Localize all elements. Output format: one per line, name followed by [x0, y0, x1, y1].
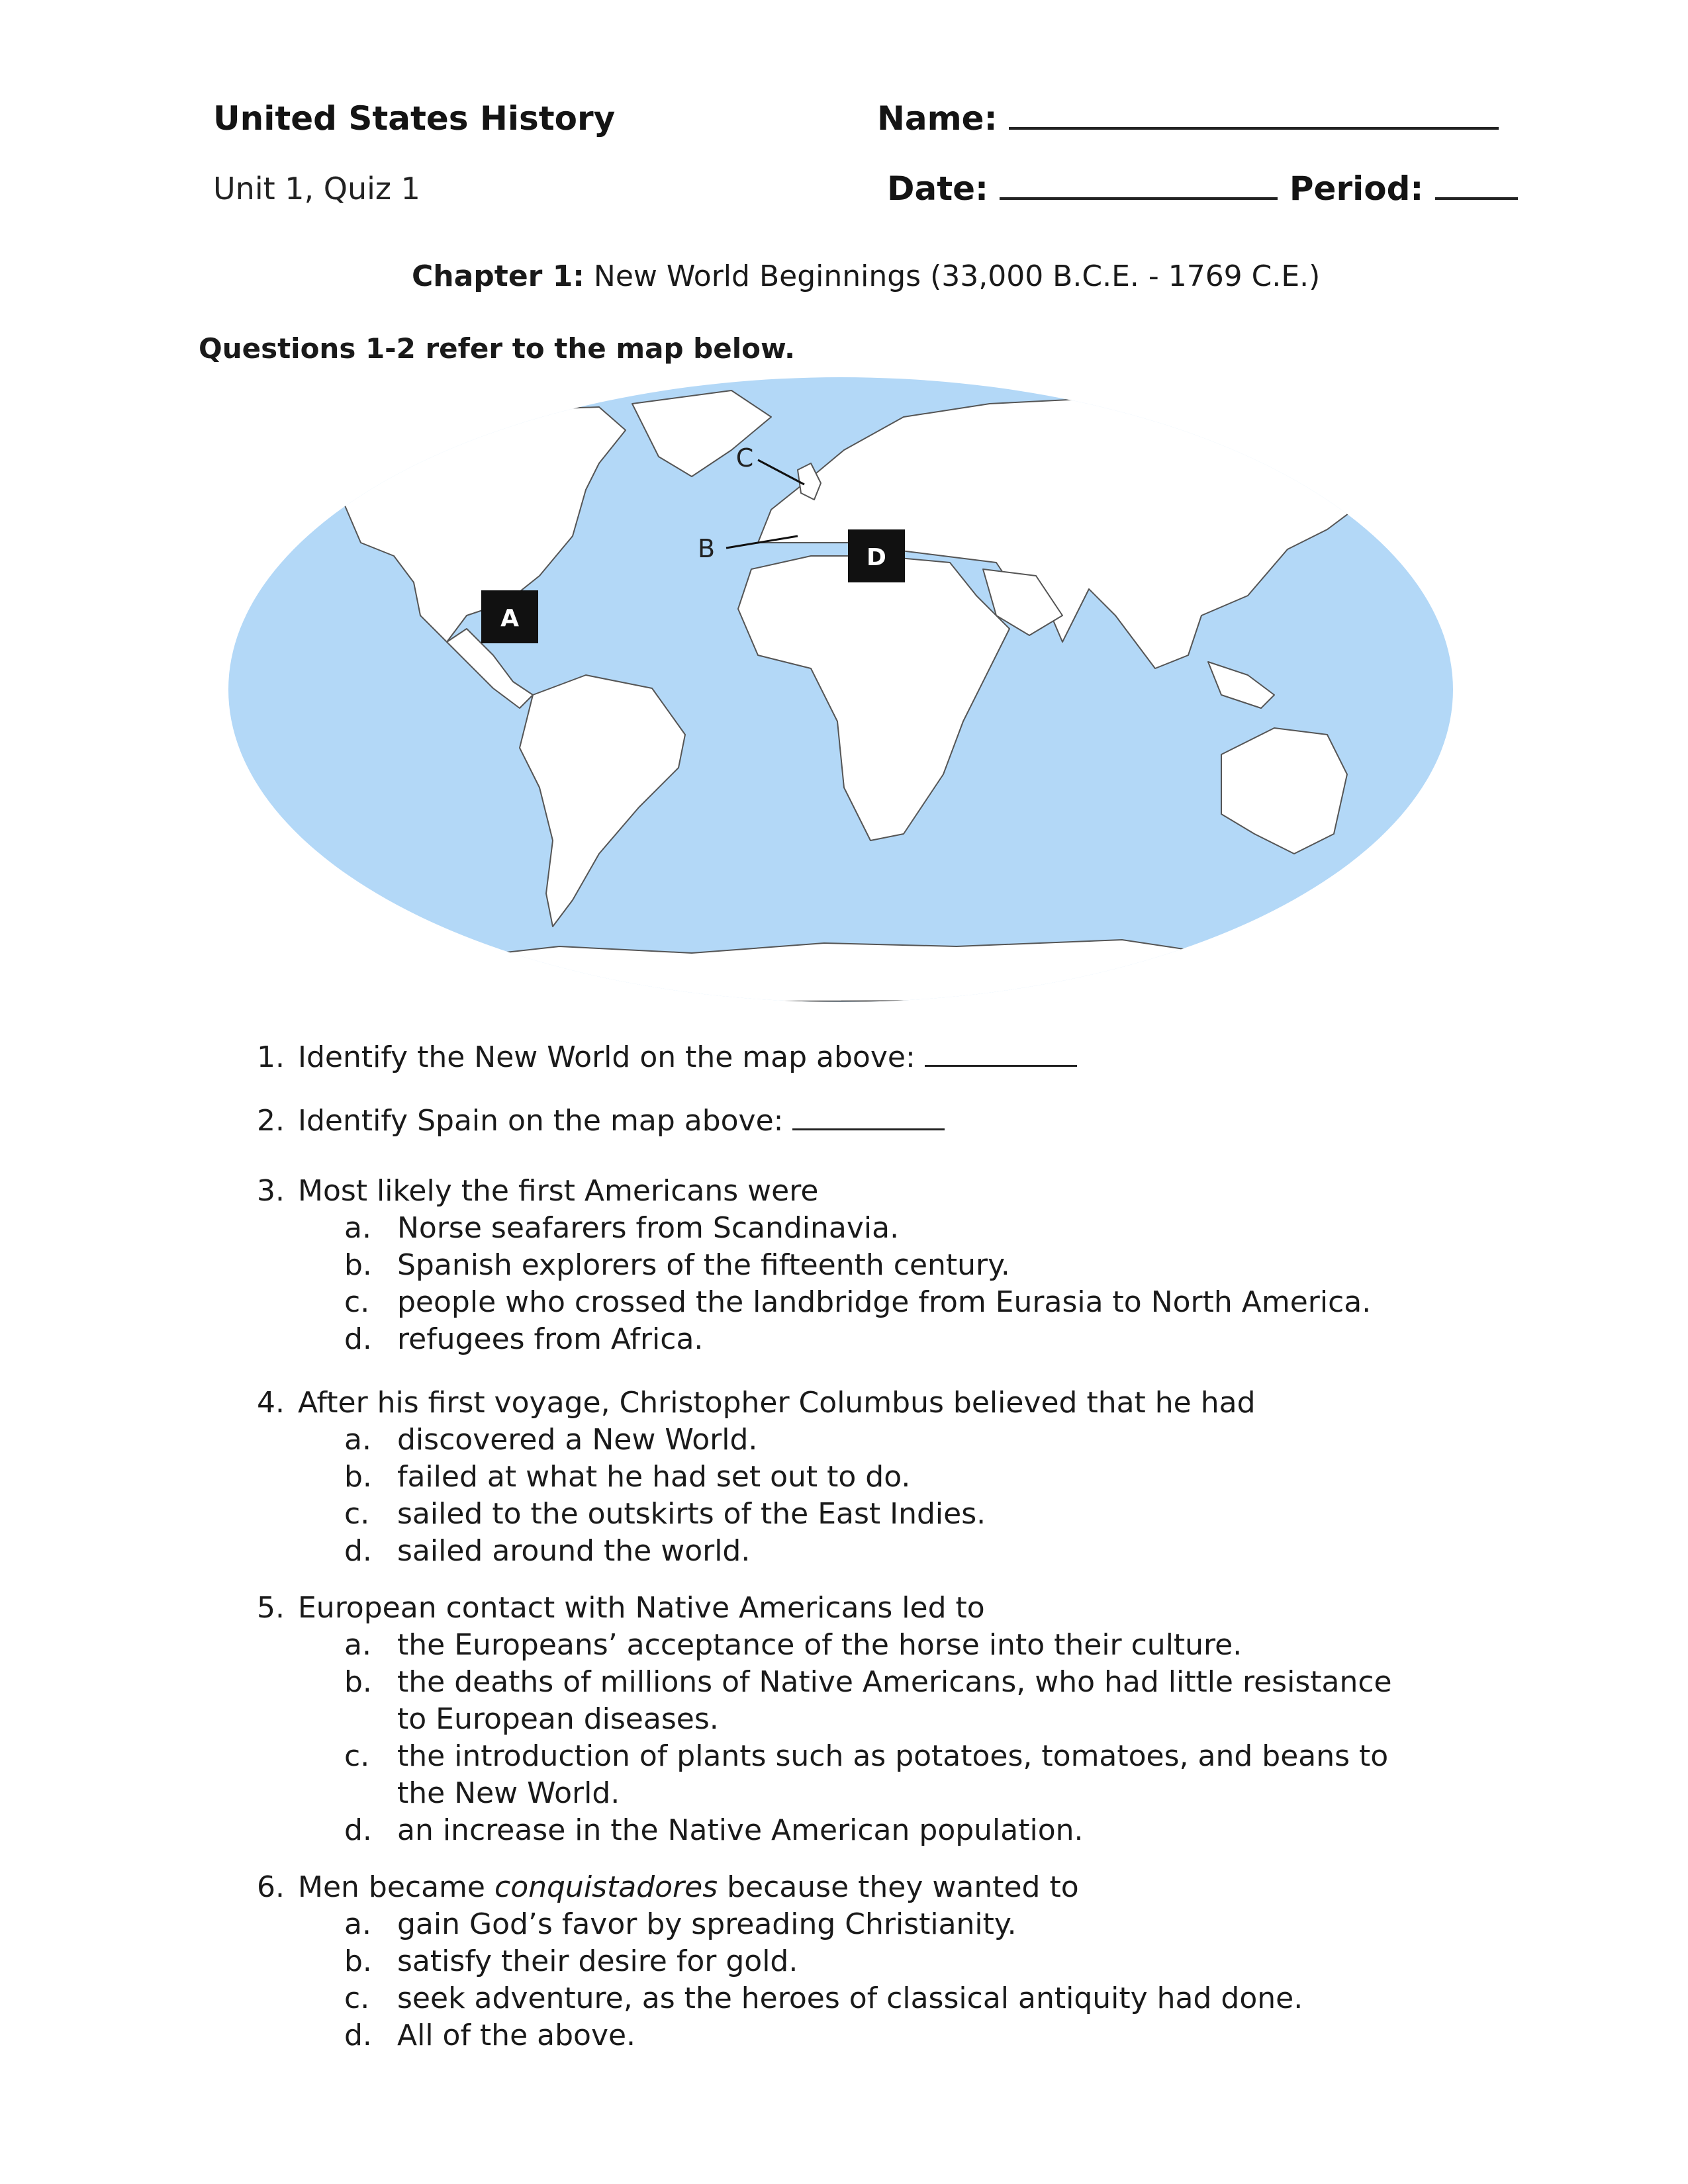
option-text: the deaths of millions of Native Americans, who had little resistance to European diseases. — [397, 1665, 1392, 1736]
option-text: sailed to the outskirts of the East Indies. — [397, 1497, 986, 1531]
option-5b[interactable] — [245, 1664, 1423, 1738]
date-label: Date: — [887, 169, 989, 208]
option-4d[interactable] — [245, 1533, 1423, 1570]
name-field — [877, 99, 1499, 138]
option-text: Spanish explorers of the fifteenth century. — [397, 1248, 1010, 1282]
period-blank[interactable] — [1435, 193, 1518, 200]
question-1 — [245, 1039, 1503, 1076]
question-4 — [245, 1385, 1503, 1422]
option-letter: b. — [344, 1248, 372, 1282]
question-text: After his first voyage, Christopher Columbus believed that he had — [298, 1386, 1256, 1420]
option-4a[interactable] — [245, 1422, 1423, 1459]
antarctica — [394, 940, 1354, 1003]
question-number: 5. — [257, 1591, 285, 1625]
option-letter: c. — [344, 1981, 370, 2015]
option-text: satisfy their desire for gold. — [397, 1944, 798, 1978]
option-letter: d. — [344, 1813, 372, 1847]
option-5c[interactable] — [245, 1738, 1423, 1812]
map-instructions: Questions 1-2 refer to the map below. — [199, 332, 796, 365]
question-text-before: Men became — [298, 1870, 485, 1904]
option-text: discovered a New World. — [397, 1423, 758, 1457]
chapter-title: New World Beginnings (33,000 B.C.E. - 1769 C.E.) — [593, 259, 1321, 293]
option-text: people who crossed the landbridge from Eurasia to North America. — [397, 1285, 1372, 1319]
option-5d[interactable] — [245, 1812, 1423, 1849]
period-label: Period: — [1289, 169, 1424, 208]
option-text: All of the above. — [397, 2019, 636, 2052]
option-text: the Europeans’ acceptance of the horse into their culture. — [397, 1628, 1243, 1662]
option-text: sailed around the world. — [397, 1534, 751, 1568]
option-letter: a. — [344, 1423, 371, 1457]
question-number: 3. — [257, 1174, 285, 1208]
question-number: 6. — [257, 1870, 285, 1904]
option-letter: b. — [344, 1944, 372, 1978]
option-text: gain God’s favor by spreading Christianity. — [397, 1907, 1017, 1941]
option-5a[interactable] — [245, 1627, 1423, 1664]
option-6b[interactable] — [245, 1943, 1423, 1980]
option-letter: a. — [344, 1211, 371, 1245]
question-number: 1. — [257, 1040, 285, 1074]
option-6a[interactable] — [245, 1906, 1423, 1943]
new-zealand — [1390, 834, 1407, 880]
option-letter: d. — [344, 1322, 372, 1356]
option-6d[interactable] — [245, 2017, 1423, 2054]
option-text: refugees from Africa. — [397, 1322, 704, 1356]
course-title: United States History — [213, 99, 616, 138]
option-6c[interactable] — [245, 1980, 1423, 2017]
question-text: Most likely the first Americans were — [298, 1174, 819, 1208]
option-letter: c. — [344, 1285, 370, 1319]
question-3 — [245, 1173, 1503, 1210]
date-period-field — [887, 169, 1518, 208]
option-letter: d. — [344, 1534, 372, 1568]
map-label-b: B — [697, 534, 716, 563]
option-letter: c. — [344, 1497, 370, 1531]
chapter-heading — [412, 259, 1320, 293]
question-2 — [245, 1103, 1503, 1140]
option-4c[interactable] — [245, 1496, 1423, 1533]
chapter-label: Chapter 1: — [412, 259, 585, 293]
option-letter: a. — [344, 1907, 371, 1941]
question-5 — [245, 1590, 1503, 1627]
date-blank[interactable] — [1000, 193, 1278, 200]
option-3c[interactable] — [245, 1284, 1423, 1321]
question-number: 4. — [257, 1386, 285, 1420]
question-text-italic: conquistadores — [494, 1870, 718, 1904]
question-list — [245, 1039, 1503, 2054]
option-text: Norse seafarers from Scandinavia. — [397, 1211, 900, 1245]
option-3d[interactable] — [245, 1321, 1423, 1358]
map-label-d: D — [867, 544, 886, 571]
map-label-a: A — [500, 605, 519, 632]
option-letter: b. — [344, 1460, 372, 1494]
answer-blank[interactable] — [792, 1124, 945, 1130]
option-text: failed at what he had set out to do. — [397, 1460, 911, 1494]
option-letter: d. — [344, 2019, 372, 2052]
option-text: seek adventure, as the heroes of classical antiquity had done. — [397, 1981, 1303, 2015]
name-label: Name: — [877, 99, 998, 138]
option-letter: a. — [344, 1628, 371, 1662]
question-text: European contact with Native Americans led to — [298, 1591, 985, 1625]
answer-blank[interactable] — [925, 1061, 1077, 1067]
question-text: Identify Spain on the map above: — [298, 1104, 784, 1138]
option-3a[interactable] — [245, 1210, 1423, 1247]
option-3b[interactable] — [245, 1247, 1423, 1284]
option-text: the introduction of plants such as potatoes, tomatoes, and beans to the New World. — [397, 1739, 1389, 1810]
question-text: Identify the New World on the map above: — [298, 1040, 915, 1074]
world-map — [228, 377, 1453, 1003]
name-blank[interactable] — [1009, 123, 1499, 130]
option-4b[interactable] — [245, 1459, 1423, 1496]
map-label-c: C — [735, 443, 754, 473]
question-number: 2. — [257, 1104, 285, 1138]
question-6 — [245, 1869, 1503, 1906]
option-text: an increase in the Native American population. — [397, 1813, 1084, 1847]
option-letter: b. — [344, 1665, 372, 1699]
unit-quiz-label: Unit 1, Quiz 1 — [213, 171, 420, 206]
question-text-after: because they wanted to — [727, 1870, 1079, 1904]
option-letter: c. — [344, 1739, 370, 1773]
